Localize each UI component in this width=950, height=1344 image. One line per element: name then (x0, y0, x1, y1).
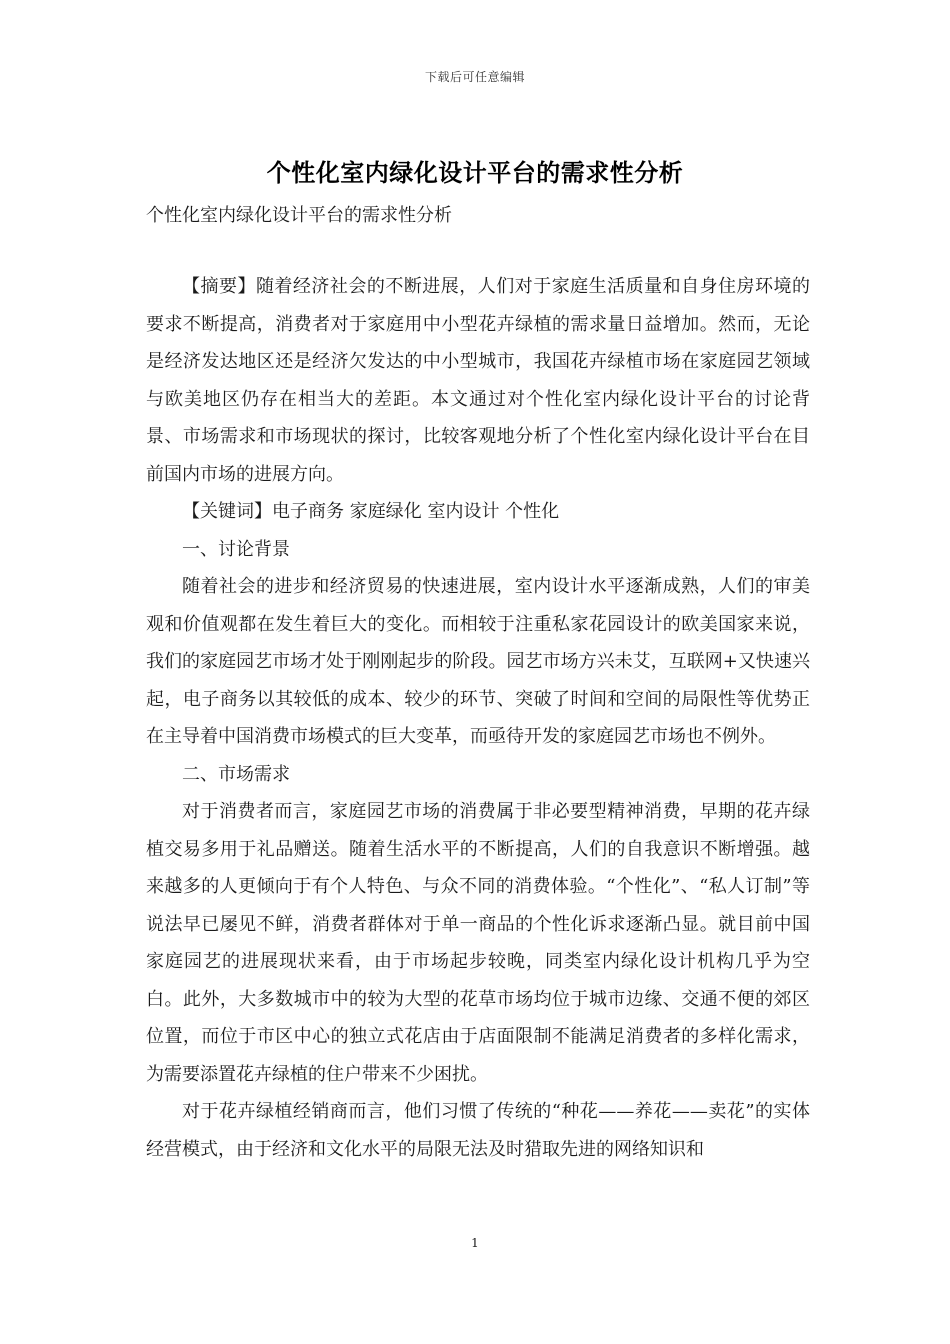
section-heading-market-demand: 二、市场需求 (182, 763, 290, 785)
document-subtitle: 个性化室内绿化设计平台的需求性分析 (146, 205, 452, 226)
dealer-paragraph: 对于花卉绿植经销商而言，他们习惯了传统的“种花——养花——卖花”的实体经营模式，由于经济和文化水平的局限无法及时猎取先进的网络知识和 (146, 1101, 810, 1160)
abstract-paragraph: 【摘要】随着经济社会的不断进展，人们对于家庭生活质量和自身住房环境的要求不断提高，消费者对于家庭用中小型花卉绿植的需求量日益增加。然而，无论是经济发达地区还是经济欠发达的中小型城市，我国花卉绿植市场在家庭园艺领域与欧美地区仍存在相当大的差距。本文通过对个性化室内绿化设计平台的讨论背景、市场需求和市场现状的探讨，比较客观地分析了个性化室内绿化设计平台在目前国内市场的进展方向。 (146, 276, 810, 485)
market-demand-paragraph: 对于消费者而言，家庭园艺市场的消费属于非必要型精神消费，早期的花卉绿植交易多用于礼品赠送。随着生活水平的不断提高，人们的自我意识不断增强。越来越多的人更倾向于有个人特色、与众不同的消费体验。“个性化”、“私人订制”等说法早已屡见不鲜，消费者群体对于单一商品的个性化诉求逐渐凸显。就目前中国家庭园艺的进展现状来看，由于市场起步较晚，同类室内绿化设计机构几乎为空白。此外，大多数城市中的较为大型的花草市场均位于城市边缘、交通不便的郊区位置，而位于市区中心的独立式花店由于店面限制不能满足消费者的多样化需求，为需要添置花卉绿植的住户带来不少困扰。 (146, 801, 810, 1085)
section-heading-background: 一、讨论背景 (182, 538, 290, 560)
header-note: 下载后可任意编辑 (424, 70, 525, 84)
background-paragraph: 随着社会的进步和经济贸易的快速进展，室内设计水平逐渐成熟，人们的审美观和价值观都在发生着巨大的变化。而相较于注重私家花园设计的欧美国家来说，我们的家庭园艺市场才处于刚刚起步的阶段。园艺市场方兴未艾，互联网+又快速兴起，电子商务以其较低的成本、较少的环节、突破了时间和空间的局限性等优势正在主导着中国消费市场模式的巨大变革，而亟待开发的家庭园艺市场也不例外。 (146, 576, 810, 747)
page-number: 1 (471, 1236, 479, 1250)
keywords-paragraph: 【关键词】电子商务 家庭绿化 室内设计 个性化 (182, 501, 560, 522)
document-body (146, 268, 810, 1168)
document-title: 个性化室内绿化设计平台的需求性分析 (266, 158, 684, 187)
